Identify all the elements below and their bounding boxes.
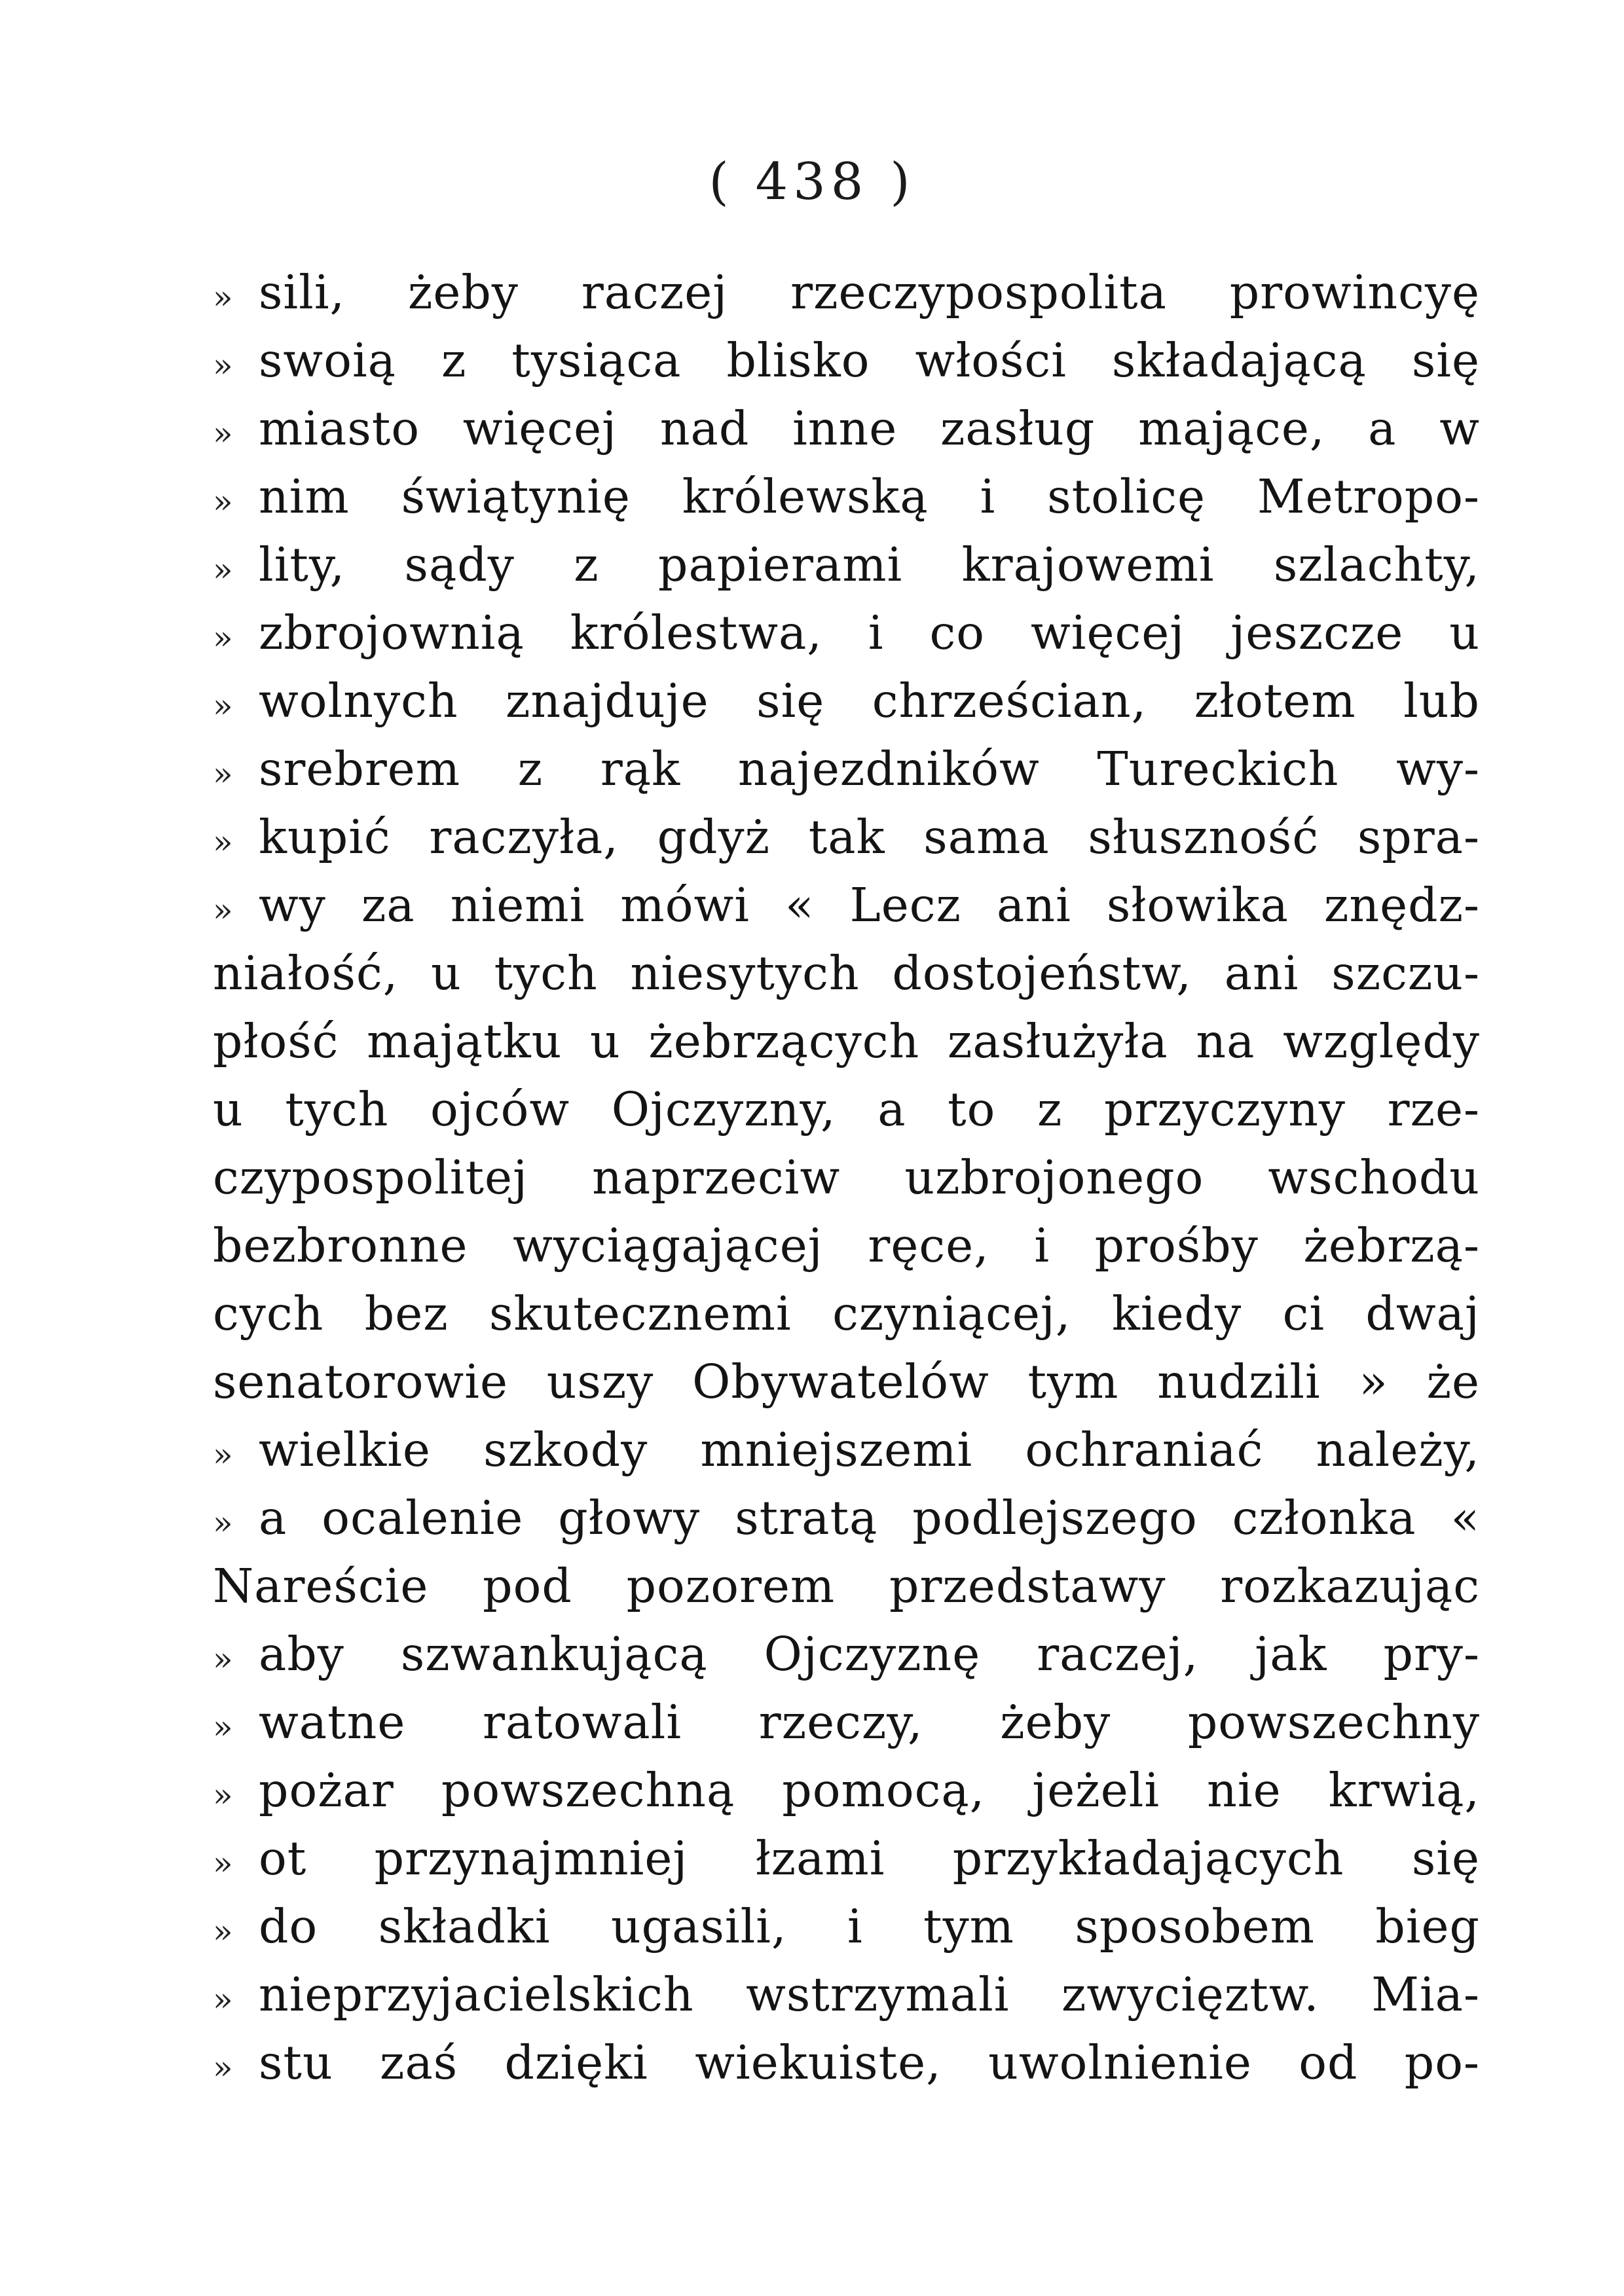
quote-mark: » — [213, 1708, 233, 1746]
line-text: płość majątku u żebrzących zasłużyła na względy — [213, 1014, 1480, 1068]
quote-mark: » — [213, 1436, 233, 1474]
quote-mark: » — [213, 891, 233, 929]
line-text: wielkie szkody mniejszemi ochraniać należy, — [259, 1423, 1480, 1477]
page-number: ( 438 ) — [709, 153, 915, 211]
line-text: cych bez skutecznemi czyniącej, kiedy ci dwaj — [213, 1286, 1480, 1341]
line-text: wolnych znajduje się chrześcian, złotem lub — [259, 674, 1480, 728]
text-line — [213, 395, 1480, 463]
text-line — [213, 1348, 1480, 1416]
text-line — [213, 2029, 1480, 2097]
text-line — [213, 599, 1480, 667]
text-line — [213, 1144, 1480, 1212]
line-text: senatorowie uszy Obywatelów tym nudzili » że — [213, 1355, 1480, 1409]
quote-mark: » — [213, 278, 233, 316]
line-text: kupić raczyła, gdyż tak sama słuszność spra- — [259, 810, 1480, 864]
text-line — [213, 939, 1480, 1008]
line-text: czypospolitej naprzeciw uzbrojonego wschodu — [213, 1150, 1480, 1205]
text-line — [213, 327, 1480, 395]
quote-mark: » — [213, 1912, 233, 1950]
text-line — [213, 1961, 1480, 2029]
line-text: aby szwankującą Ojczyznę raczej, jak pry- — [259, 1627, 1480, 1681]
line-text: u tych ojców Ojczyzny, a to z przyczyny rze- — [213, 1082, 1480, 1137]
text-line — [213, 1620, 1480, 1688]
text-line — [213, 259, 1480, 327]
text-line — [213, 1008, 1480, 1076]
line-text: lity, sądy z papierami krajowemi szlachty, — [259, 538, 1480, 592]
line-text: stu zaś dzięki wiekuiste, uwolnienie od po- — [259, 2035, 1480, 2090]
quote-mark: » — [213, 823, 233, 861]
line-text: watne ratowali rzeczy, żeby powszechny — [259, 1695, 1480, 1749]
line-text: bezbronne wyciągającej ręce, i prośby żebrzą- — [213, 1218, 1480, 1273]
text-line — [213, 1893, 1480, 1961]
body-text — [213, 259, 1480, 2097]
line-text: miasto więcej nad inne zasług mające, a w — [259, 401, 1480, 456]
line-text: srebrem z rąk najezdników Tureckich wy- — [259, 742, 1480, 796]
text-line — [213, 463, 1480, 531]
quote-mark: » — [213, 2049, 233, 2086]
line-text: swoią z tysiąca blisko włości składającą się — [259, 333, 1480, 388]
line-text: pożar powszechną pomocą, jeżeli nie krwią, — [259, 1763, 1480, 1817]
line-text: zbrojownią królestwa, i co więcej jeszcze u — [259, 606, 1480, 660]
line-text: Nareście pod pozorem przedstawy rozkazując — [213, 1559, 1480, 1613]
text-line — [213, 803, 1480, 871]
quote-mark: » — [213, 551, 233, 589]
text-line — [213, 1212, 1480, 1280]
line-text: do składki ugasili, i tym sposobem bieg — [259, 1899, 1480, 1954]
text-line — [213, 667, 1480, 735]
quote-mark: » — [213, 1504, 233, 1542]
line-text: nim świątynię królewską i stolicę Metropo- — [259, 469, 1480, 524]
line-text: a ocalenie głowy stratą podlejszego członka « — [259, 1491, 1480, 1545]
text-line — [213, 1280, 1480, 1348]
text-line — [213, 1688, 1480, 1757]
quote-mark: » — [213, 414, 233, 452]
text-line — [213, 1552, 1480, 1620]
line-text: ot przynajmniej łzami przykładających się — [259, 1831, 1480, 1886]
quote-mark: » — [213, 755, 233, 793]
quote-mark: » — [213, 687, 233, 725]
quote-mark: » — [213, 1980, 233, 2018]
quote-mark: » — [213, 1640, 233, 1678]
text-line — [213, 1757, 1480, 1825]
line-text: niałość, u tych niesytych dostojeństw, ani szczu- — [213, 946, 1480, 1000]
line-text: sili, żeby raczej rzeczypospolita prowincyę — [259, 265, 1480, 319]
quote-mark: » — [213, 346, 233, 384]
text-line — [213, 1416, 1480, 1484]
quote-mark: » — [213, 483, 233, 520]
quote-mark: » — [213, 1776, 233, 1814]
quote-mark: » — [213, 1844, 233, 1882]
text-line — [213, 735, 1480, 803]
line-text: nieprzyjacielskich wstrzymali zwycięztw. Mia- — [259, 1967, 1480, 2022]
text-line — [213, 1076, 1480, 1144]
text-line — [213, 871, 1480, 939]
line-text: wy za niemi mówi « Lecz ani słowika znędz- — [259, 878, 1480, 932]
text-line — [213, 1825, 1480, 1893]
text-line — [213, 1484, 1480, 1552]
text-line — [213, 531, 1480, 599]
quote-mark: » — [213, 619, 233, 657]
